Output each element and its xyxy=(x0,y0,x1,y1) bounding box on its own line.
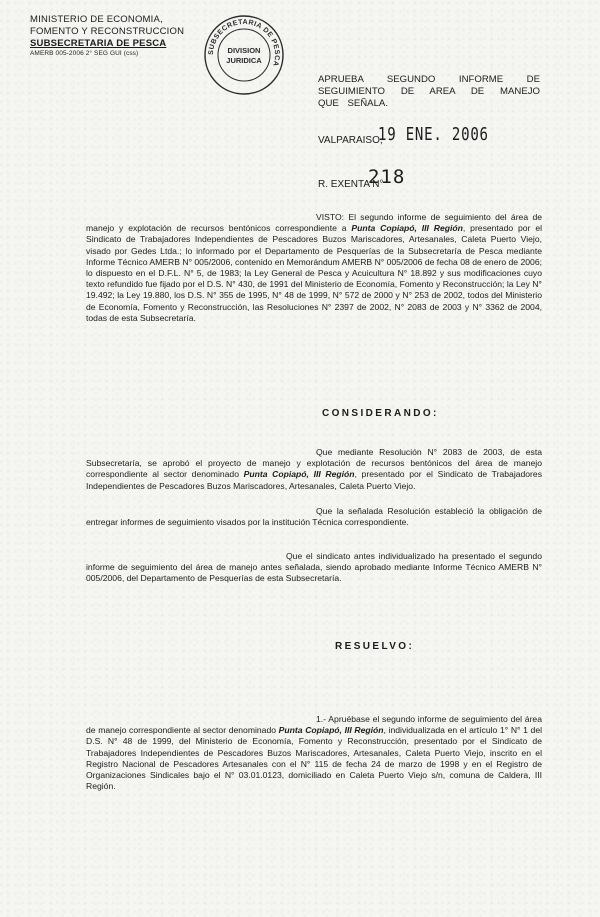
visto-place: Punta Copiapó, III Región xyxy=(351,223,463,234)
considerando-paragraph-3 xyxy=(86,551,542,585)
resolution-summary: APRUEBA SEGUNDO INFORME DE SEGUIMIENTO DE AREA DE MANEJO QUE SEÑALA. xyxy=(318,74,540,109)
stamp-ring-text: SUBSECRETARIA DE PESCA xyxy=(207,18,281,68)
consid1-place: Punta Copiapó, III Región xyxy=(243,469,355,480)
visto-paragraph xyxy=(86,212,542,324)
stamp-title-bottom: JURIDICA xyxy=(226,56,262,65)
considerando-paragraph-2 xyxy=(86,506,542,528)
stamp-title-top: DIVISION xyxy=(227,46,261,55)
resuelvo1-lead: 1.- Apruébase el segundo informe de seguimiento del área de manejo correspondiente al sector denominado xyxy=(86,714,542,736)
resuelvo1-rest: , individualizada en el artículo 1° N° 1 del D.S. N° 48 de 1999, del Ministerio de Economía, Fomento y Reconstrucción, presentado por el Sindicato de Trabajadores Independientes de Pescadores Buzos Mariscadores, Artesanales, Caleta Puerto Viejo, inscrito en el Registro Nacional de Pescadores Artesanales con el N° 115 de fecha 24 de marzo de 1998 y en el Registro de Organizaciones Sindicales bajo el N° 03.01.0123, domiciliado en Caleta Puerto Viejo s/n, comuna de Caldera, III Región. xyxy=(86,725,543,792)
division-juridica-stamp xyxy=(203,14,285,96)
considerando-paragraph-1 xyxy=(86,447,542,492)
visto-rest: , presentado por el Sindicato de Trabajadores Independientes de Pescadores Buzos Mariscadores, Artesanales, Caleta Puerto Viejo, visado por Gedes Ltda.; lo informado por el Departamento de Pesquerías de la Subsecretaría de Pesca mediante Informe Técnico AMERB N° 005/2006, contenido en Memorándum AMERB N° 005/2006 de fecha 08 de enero de 2006; lo dispuesto en el D.F.L. N° 5, de 1983; la Ley General de Pesca y Acuicultura N° 18.892 y sus modificaciones cuyo texto refundido fue fijado por el D.S. N° 430, de 1991 del Ministerio de Economía, Fomento y Reconstrucción; la Ley N° 19.492; la Ley 19.880, los D.S. N° 355 de 1995, N° 48 de 1999, N° 572 de 2000 y N° 253 de 2002, todos del Ministerio de Economía, Fomento y Reconstrucción, las Resoluciones N° 2397 de 2002, N° 2083 de 2003 y N° 3362 de 2004, todas de esta Subsecretaría. xyxy=(86,223,543,323)
stamped-date: 19 ENE. 2006 xyxy=(378,124,489,145)
considerando-heading: CONSIDERANDO: xyxy=(322,408,439,419)
place-label: VALPARAISO, xyxy=(318,135,383,146)
exenta-label: R. EXENTA N° xyxy=(318,179,384,190)
resuelvo-heading: RESUELVO: xyxy=(335,641,415,652)
exenta-number: 218 xyxy=(368,166,406,188)
reference-code: AMERB 005-2006 2° SEG GUI (css) xyxy=(30,50,139,57)
resuelvo1-place: Punta Copiapó, III Región xyxy=(278,725,384,736)
ministry-line-1: MINISTERIO DE ECONOMIA, xyxy=(30,14,163,25)
consid3-text: Que el sindicato antes individualizado ha presentado el segundo informe de seguimiento del área de manejo antes señalada, siendo aprobado mediante Informe Técnico AMERB N° 005/2006, del Departamento de Pesquerías de esta Subsecretaría. xyxy=(86,551,542,584)
subsecretaria-line: SUBSECRETARIA DE PESCA xyxy=(30,38,167,49)
resuelvo-paragraph-1 xyxy=(86,714,542,792)
consid2-text: Que la señalada Resolución estableció la obligación de entregar informes de seguimiento visados por la institución Técnica correspondiente. xyxy=(86,506,542,528)
ministry-line-2: FOMENTO Y RECONSTRUCCION xyxy=(30,26,185,37)
consid1-rest: , presentado por el Sindicato de Trabajadores Independientes de Pescadores Buzos Mariscadores, Artesanales, Caleta Puerto Viejo. xyxy=(86,469,542,491)
consid1-lead: Que mediante Resolución N° 2083 de 2003, de esta Subsecretaría, se aprobó el proyecto de manejo y explotación de recursos bentónicos del área de manejo correspondiente al sector denominado xyxy=(86,447,542,480)
visto-lead: VISTO: El segundo informe de seguimiento del área de manejo y explotación de recursos bentónicos correspondiente a xyxy=(86,212,542,234)
letterhead xyxy=(30,14,220,58)
